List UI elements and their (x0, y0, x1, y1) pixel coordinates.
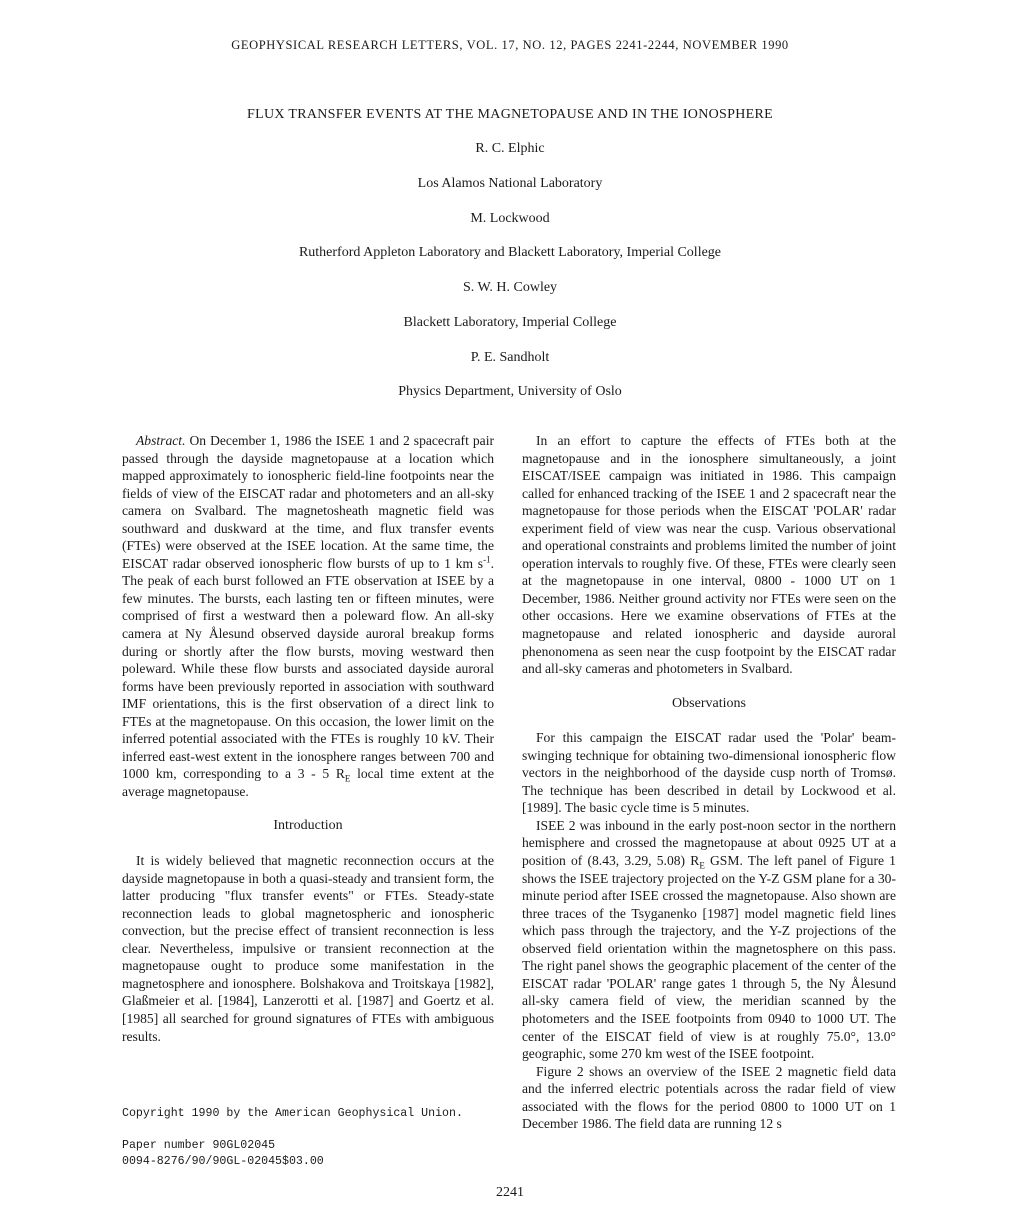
left-column (122, 432, 494, 1045)
paragraph: In an effort to capture the effects of FTEs both at the magnetopause and in the ionosphere simultaneously, a joint EISCAT/ISEE campaign was initiated in 1986. This campaign called for enhanced tracking of the ISEE 1 and 2 spacecraft near the magnetopause for those periods when the EISCAT 'POLAR' radar experiment field of view was near the cusp. Various observational and operational constraints and problems limited the number of joint operation intervals to roughly five. Of these, FTEs were clearly seen at the magnetopause in one interval, 0800 - 1000 UT on 1 December, 1986. Neither ground activity nor FTEs were seen on the other occasions. Here we examine observations of FTEs at the magnetopause and related ionospheric and dayside auroral phenonomena as seen near the cusp footpoint by the EISCAT radar and all-sky cameras and photometers in Svalbard. (522, 433, 896, 677)
paragraph-text: GSM. The left panel of Figure 1 shows the ISEE trajectory projected on the Y-Z GSM plane for a 30-minute period after ISEE crossed the magnetopause. Also shown are three traces of the Tsyganenko [1987] model magnetic field lines which pass through the trajectory, and the Y-Z projections of the observed field orientation within the magnetosphere on this pass. The right panel shows the geographic placement of the center of the EISCAT radar 'POLAR' range gates 1 through 5, the Ny Ålesund all-sky camera field of view, the meridian scanned by the photometers and the ISEE footpoints from 0940 to 1000 UT. The center of the EISCAT field of view is at roughly 75.0°, 13.0° geographic, some 270 km west of the ISEE footpoint. (522, 853, 896, 1062)
page-number: 2241 (496, 1185, 524, 1200)
issn-line: 0094-8276/90/90GL-02045$03.00 (122, 1155, 324, 1168)
author-name: R. C. Elphic (475, 141, 545, 156)
paper-title: FLUX TRANSFER EVENTS AT THE MAGNETOPAUSE AND IN THE IONOSPHERE (247, 107, 773, 122)
abstract-text: On December 1, 1986 the ISEE 1 and 2 spacecraft pair passed through the dayside magnetopause at a location which mapped approximately to ionospheric field-line footpoints near the fields of view of the EISCAT radar and photometers and an all-sky camera on Svalbard. The magnetosheath magnetic field was southward and duskward at the time, and flux transfer events (FTEs) were observed at the ISEE location. At the same time, the EISCAT radar observed ionospheric flow bursts of up to 1 km s (122, 433, 494, 571)
abstract-text: local time extent at the average magnetopause. (122, 766, 495, 799)
right-column (522, 432, 896, 1133)
author-name: P. E. Sandholt (470, 350, 550, 365)
author-affiliation: Rutherford Appleton Laboratory and Blackett Laboratory, Imperial College (298, 245, 722, 260)
subscript: E (699, 860, 705, 871)
section-heading-observations: Observations (672, 695, 746, 711)
abstract (122, 432, 494, 800)
paper-number: Paper number 90GL02045 (122, 1139, 276, 1152)
paragraph-text: ISEE 2 was inbound in the early post-noon sector in the northern hemisphere and crossed the magnetopause at about 0925 UT at a position of (8.43, 3.29, 5.08) R (522, 817, 896, 869)
author-affiliation: Los Alamos National Laboratory (417, 176, 603, 191)
copyright-notice: Copyright 1990 by the American Geophysical Union. (122, 1107, 463, 1120)
section-heading-introduction: Introduction (273, 818, 343, 834)
journal-header: GEOPHYSICAL RESEARCH LETTERS, VOL. 17, NO. 12, PAGES 2241-2244, NOVEMBER 1990 (231, 38, 789, 52)
abstract-text: . The peak of each burst followed an FTE observation at ISEE by a few minutes. The bursts, each lasting ten or fifteen minutes, were comprised of first a westward then a poleward flow. An all-sky camera at Ny Ålesund observed dayside auroral breakup forms during or shortly after the flow bursts, moving westward then poleward. While these flow bursts and associated dayside auroral forms have been previously reported in association with southward IMF orientations, this is the first observation of a direct link to FTEs at the magnetopause. On this occasion, the lower limit on the inferred potential associated with the FTEs is roughly 10 kV. Their inferred east-west extent in the ionosphere ranges between 700 and 1000 km, corresponding to a 3 - 5 R (122, 555, 494, 782)
author-affiliation: Physics Department, University of Oslo (398, 384, 622, 399)
author-affiliation: Blackett Laboratory, Imperial College (403, 315, 617, 330)
paragraph: Figure 2 shows an overview of the ISEE 2 magnetic field data and the inferred electric potentials across the radar field of view associated with the flows for the period 0800 to 1000 UT on 1 December 1986. The field data are running 12 s (522, 1063, 896, 1132)
author-name: S. W. H. Cowley (462, 280, 558, 295)
paragraph (522, 817, 896, 1063)
paragraph: For this campaign the EISCAT radar used the 'Polar' beam-swinging technique for obtaining two-dimensional ionospheric flow vectors in the neighborhood of the dayside cusp north of Tromsø. The technique has been described in detail by Lockwood et al. [1989]. The basic cycle time is 5 minutes. (522, 730, 896, 816)
author-name: M. Lockwood (470, 211, 550, 226)
abstract-label: Abstract. (136, 433, 186, 448)
introduction-paragraph: It is widely believed that magnetic reconnection occurs at the dayside magnetopause in both a quasi-steady and transient form, the latter producing "flux transfer events" or FTEs. Steady-state reconnection leads to global magnetospheric and ionospheric convection, but the precise effect of transient reconnection is less clear. Nevertheless, impulsive or transient reconnection at the magnetopause ought to produce some manifestation in the magnetosphere and ionosphere. Bolshakova and Troitskaya [1982], Glaßmeier et al. [1984], Lanzerotti et al. [1987] and Goertz et al. [1985] all searched for ground signatures of FTEs with ambiguous results. (122, 853, 494, 1044)
subscript: E (344, 774, 351, 785)
unit-superscript: -1 (483, 554, 491, 565)
